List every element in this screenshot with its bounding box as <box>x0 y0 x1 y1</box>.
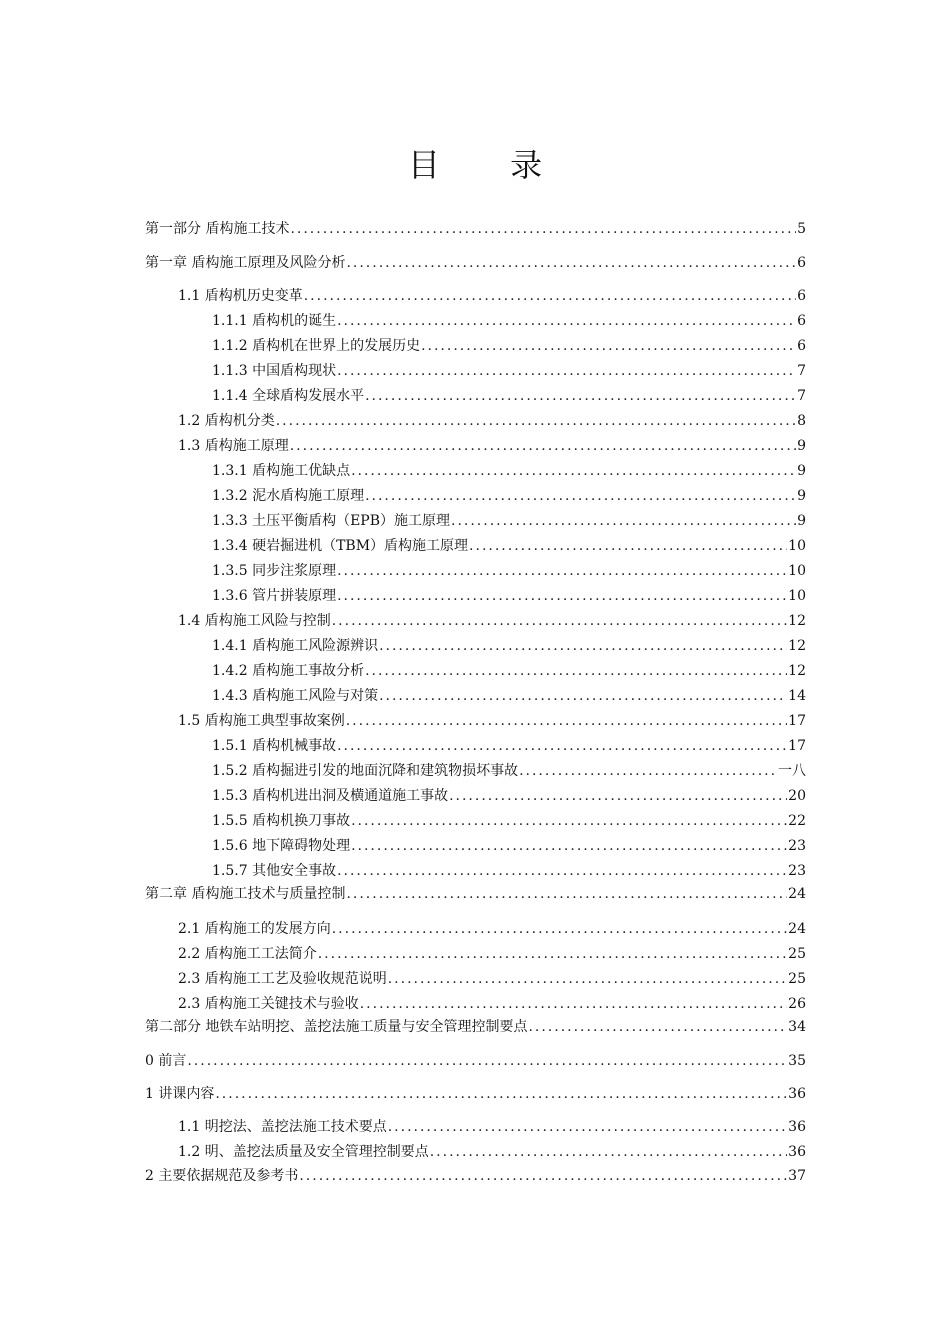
toc-entry-text: 1.1 明挖法、盖挖法施工技术要点 <box>178 1119 387 1135</box>
leader-dots <box>332 920 787 938</box>
toc-entry[interactable] <box>212 487 806 505</box>
toc-entry-text: 1.5.5 盾构机换刀事故 <box>212 813 351 829</box>
toc-entry-page: 26 <box>788 996 806 1012</box>
leader-dots <box>351 812 787 830</box>
toc-entry-page: 14 <box>788 688 806 704</box>
leader-dots <box>337 587 787 605</box>
toc-entry-page: 6 <box>797 338 806 354</box>
toc-entry-page: 10 <box>788 538 806 554</box>
toc-entry-page: 34 <box>788 1019 806 1035</box>
toc-entry-page: 17 <box>788 738 806 754</box>
leader-dots <box>304 287 796 305</box>
leader-dots <box>346 885 787 903</box>
toc-entry-page: 36 <box>788 1086 806 1102</box>
toc-entry-text: 2.3 盾构施工工艺及验收规范说明 <box>178 971 387 987</box>
leader-dots <box>276 412 796 430</box>
toc-entry-text: 第二章 盾构施工技术与质量控制 <box>145 886 346 902</box>
leader-dots <box>346 712 787 730</box>
toc-entry[interactable] <box>145 254 806 272</box>
leader-dots <box>528 1018 787 1036</box>
toc-entry-text: 第一章 盾构施工原理及风险分析 <box>145 255 346 271</box>
toc-entry[interactable] <box>212 387 806 405</box>
leader-dots <box>332 612 787 630</box>
toc-entry-text: 1.5.6 地下障碍物处理 <box>212 838 351 854</box>
toc-entry-page: 9 <box>797 463 806 479</box>
toc-entry[interactable] <box>145 1085 806 1103</box>
toc-entry-text: 1.5.1 盾构机械事故 <box>212 738 337 754</box>
page-title: 目 录 <box>407 146 573 184</box>
toc-entry-text: 1.5.2 盾构掘进引发的地面沉降和建筑物损坏事故 <box>212 763 519 779</box>
toc-entry-page: 24 <box>788 886 806 902</box>
toc-entry-text: 1.4.1 盾构施工风险源辨识 <box>212 638 379 654</box>
toc-entry[interactable] <box>178 970 806 988</box>
toc-entry-text: 第二部分 地铁车站明挖、盖挖法施工质量与安全管理控制要点 <box>145 1019 528 1035</box>
leader-dots <box>421 337 796 355</box>
toc-entry-page: 7 <box>797 388 806 404</box>
toc-entry-text: 1.3 盾构施工原理 <box>178 438 289 454</box>
toc-entry[interactable] <box>145 885 806 903</box>
toc-entry[interactable] <box>212 787 806 805</box>
toc-entry[interactable] <box>145 220 806 238</box>
toc-entry-text: 1.3.3 土压平衡盾构（EPB）施工原理 <box>212 513 450 529</box>
toc-entry-text: 1.2 盾构机分类 <box>178 413 275 429</box>
toc-entry-page: 12 <box>788 663 806 679</box>
toc-entry-text: 1.2 明、盖挖法质量及安全管理控制要点 <box>178 1144 429 1160</box>
toc-entry[interactable] <box>212 762 806 780</box>
toc-entry[interactable] <box>212 462 806 480</box>
toc-entry-page: 20 <box>788 788 806 804</box>
toc-entry[interactable] <box>178 412 806 430</box>
toc-entry-page: 12 <box>788 638 806 654</box>
toc-entry-text: 2.1 盾构施工的发展方向 <box>178 921 331 937</box>
toc-entry-page: 10 <box>788 588 806 604</box>
leader-dots <box>449 787 787 805</box>
leader-dots <box>337 562 787 580</box>
toc-entry-page: 一八 <box>778 763 806 779</box>
toc-entry-page: 25 <box>788 946 806 962</box>
toc-entry-text: 2.3 盾构施工关键技术与验收 <box>178 996 359 1012</box>
toc-entry-page: 36 <box>788 1119 806 1135</box>
leader-dots <box>187 1052 787 1070</box>
toc-entry-text: 1.1.2 盾构机在世界上的发展历史 <box>212 338 421 354</box>
toc-entry-page: 9 <box>797 513 806 529</box>
toc-entry[interactable] <box>212 812 806 830</box>
toc-entry-page: 23 <box>788 838 806 854</box>
leader-dots <box>290 220 796 238</box>
toc-entry[interactable] <box>178 995 806 1013</box>
toc-entry[interactable] <box>178 612 806 630</box>
leader-dots <box>365 487 796 505</box>
toc-entry-text: 1.1.4 全球盾构发展水平 <box>212 388 365 404</box>
toc-entry-text: 1.4 盾构施工风险与控制 <box>178 613 331 629</box>
leader-dots <box>519 762 777 780</box>
leader-dots <box>215 1085 787 1103</box>
toc-entry-page: 22 <box>788 813 806 829</box>
toc-entry[interactable] <box>212 837 806 855</box>
leader-dots <box>337 362 796 380</box>
toc-entry-text: 1.5 盾构施工典型事故案例 <box>178 713 345 729</box>
toc-entry[interactable] <box>178 1118 806 1136</box>
leader-dots <box>290 437 796 455</box>
leader-dots <box>388 1118 787 1136</box>
toc-entry-text: 1.3.5 同步注浆原理 <box>212 563 337 579</box>
leader-dots <box>451 512 796 530</box>
toc-entry[interactable] <box>145 1167 806 1185</box>
leader-dots <box>337 737 787 755</box>
leader-dots <box>351 462 796 480</box>
leader-dots <box>351 837 787 855</box>
leader-dots <box>346 254 796 272</box>
toc-entry[interactable] <box>212 337 806 355</box>
leader-dots <box>379 687 787 705</box>
leader-dots <box>365 662 787 680</box>
toc-entry-text: 0 前言 <box>145 1053 187 1069</box>
toc-entry-page: 9 <box>797 488 806 504</box>
leader-dots <box>469 537 787 555</box>
toc-entry-page: 6 <box>797 255 806 271</box>
leader-dots <box>430 1143 787 1161</box>
toc-entry[interactable] <box>212 662 806 680</box>
toc-entry-text: 1.4.2 盾构施工事故分析 <box>212 663 365 679</box>
toc-entry-page: 36 <box>788 1144 806 1160</box>
leader-dots <box>337 862 787 880</box>
toc-entry-page: 8 <box>797 413 806 429</box>
toc-entry-page: 6 <box>797 313 806 329</box>
toc-entry[interactable] <box>212 687 806 705</box>
toc-entry-text: 1.1.1 盾构机的诞生 <box>212 313 337 329</box>
leader-dots <box>388 970 787 988</box>
toc-entry-text: 1.1.3 中国盾构现状 <box>212 363 337 379</box>
toc-entry-page: 7 <box>797 363 806 379</box>
toc-entry-text: 1.3.1 盾构施工优缺点 <box>212 463 351 479</box>
toc-entry-text: 1.5.7 其他安全事故 <box>212 863 337 879</box>
toc-entry[interactable] <box>212 562 806 580</box>
leader-dots <box>365 387 796 405</box>
toc-entry-text: 1.3.6 管片拼装原理 <box>212 588 337 604</box>
toc-entry-text: 1.5.3 盾构机进出洞及横通道施工事故 <box>212 788 449 804</box>
toc-entry[interactable] <box>145 1018 806 1036</box>
leader-dots <box>299 1167 787 1185</box>
toc-entry[interactable] <box>212 537 806 555</box>
toc-entry-text: 第一部分 盾构施工技术 <box>145 221 290 237</box>
toc-entry-page: 12 <box>788 613 806 629</box>
toc-entry[interactable] <box>145 1052 806 1070</box>
toc-entry-page: 9 <box>797 438 806 454</box>
toc-entry-text: 1.4.3 盾构施工风险与对策 <box>212 688 379 704</box>
leader-dots <box>318 945 787 963</box>
toc-entry[interactable] <box>178 437 806 455</box>
toc-entry-page: 25 <box>788 971 806 987</box>
toc-entry-page: 5 <box>797 221 806 237</box>
toc-entry[interactable] <box>212 862 806 880</box>
leader-dots <box>337 312 796 330</box>
toc-entry-page: 10 <box>788 563 806 579</box>
toc-entry-text: 1 讲课内容 <box>145 1086 215 1102</box>
toc-entry-text: 1.3.2 泥水盾构施工原理 <box>212 488 365 504</box>
leader-dots <box>360 995 787 1013</box>
toc-entry-text: 1.3.4 硬岩掘进机（TBM）盾构施工原理 <box>212 538 469 554</box>
toc-entry-page: 6 <box>797 288 806 304</box>
toc-entry[interactable] <box>178 1143 806 1161</box>
toc-entry[interactable] <box>212 312 806 330</box>
toc-entry-page: 24 <box>788 921 806 937</box>
toc-entry[interactable] <box>212 637 806 655</box>
toc-entry[interactable] <box>178 287 806 305</box>
toc-entry-text: 1.1 盾构机历史变革 <box>178 288 303 304</box>
toc-entry[interactable] <box>212 587 806 605</box>
toc-entry-text: 2.2 盾构施工工法简介 <box>178 946 317 962</box>
toc-entry[interactable] <box>178 712 806 730</box>
toc-entry[interactable] <box>212 362 806 380</box>
toc-entry-text: 2 主要依据规范及参考书 <box>145 1168 299 1184</box>
toc-entry-page: 37 <box>788 1168 806 1184</box>
toc-entry[interactable] <box>212 512 806 530</box>
toc-entry[interactable] <box>178 945 806 963</box>
leader-dots <box>379 637 787 655</box>
toc-entry-page: 17 <box>788 713 806 729</box>
toc-entry[interactable] <box>212 737 806 755</box>
toc-entry[interactable] <box>178 920 806 938</box>
toc-entry-page: 35 <box>788 1053 806 1069</box>
toc-entry-page: 23 <box>788 863 806 879</box>
